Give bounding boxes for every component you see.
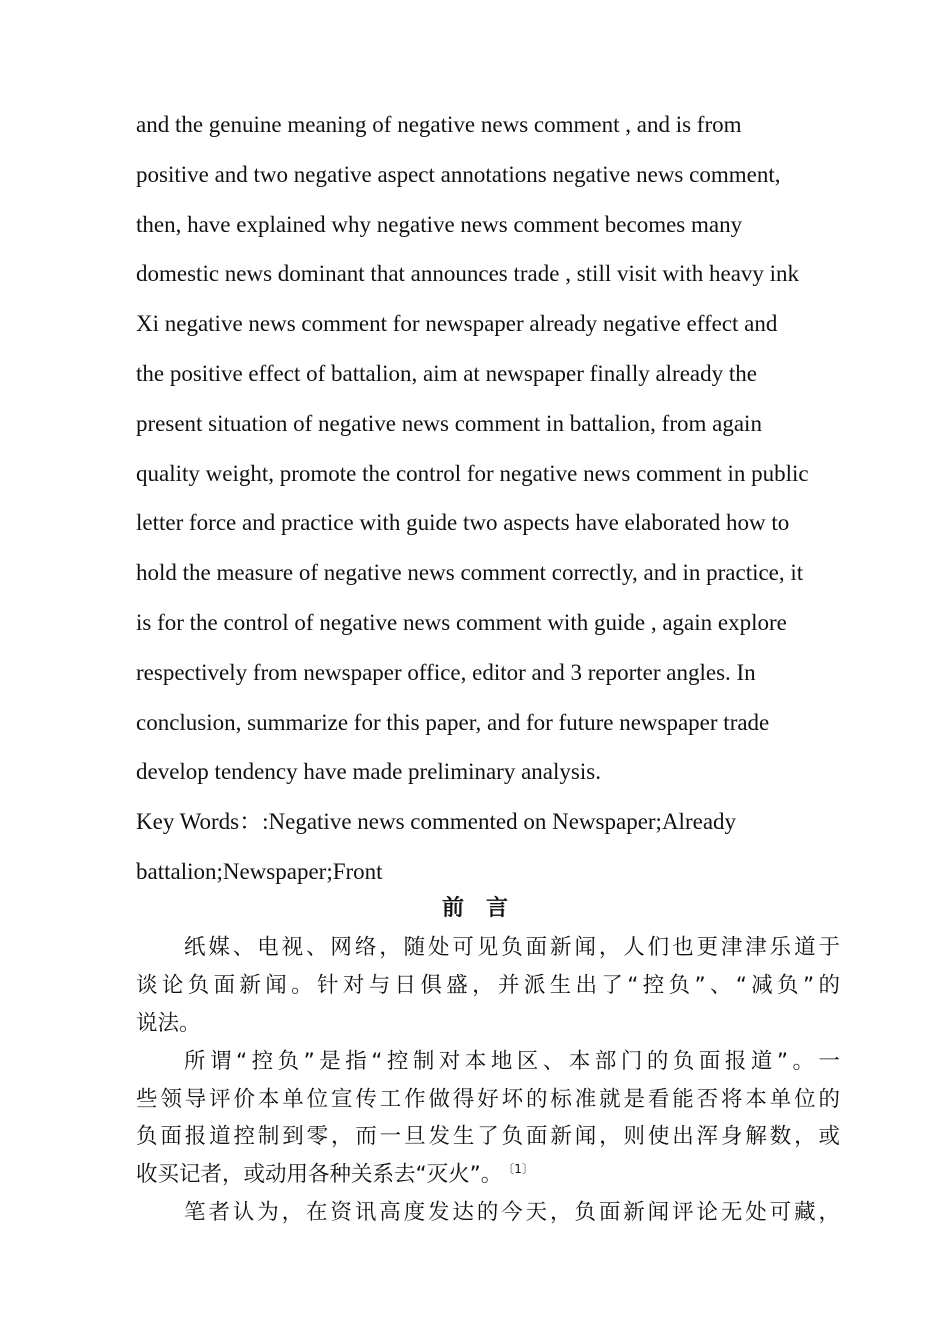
- paragraph-line: 说法。: [136, 1010, 201, 1036]
- paragraph-line-text: 收买记者，或动用各种关系去“灭火”。: [136, 1162, 503, 1188]
- abstract-line: letter force and practice with guide two aspects have elaborated how to: [136, 510, 790, 536]
- abstract-line: develop tendency have made preliminary analysis.: [136, 759, 601, 785]
- abstract-line: domestic news dominant that announces trade , still visit with heavy ink: [136, 261, 800, 287]
- abstract-line: positive and two negative aspect annotations negative news comment,: [136, 161, 781, 187]
- abstract-line: the positive effect of battalion, aim at newspaper finally already the: [136, 360, 757, 386]
- paragraph-line: 纸媒、电视、网络，随处可见负面新闻，人们也更津津乐道于: [184, 935, 840, 960]
- paragraph-line: 负面报道控制到零，而一旦发生了负面新闻，则使出浑身解数，或: [136, 1124, 840, 1150]
- citation-marker: 〔1〕: [508, 1162, 534, 1177]
- paragraph-line-with-citation: [136, 1156, 840, 1194]
- english-abstract: [136, 100, 856, 897]
- abstract-line: quality weight, promote the control for negative news comment in public: [136, 460, 809, 486]
- abstract-line: then, have explained why negative news comment becomes many: [136, 211, 743, 237]
- abstract-line: Xi negative news comment for newspaper already negative effect and: [136, 311, 778, 337]
- preface-heading-part2: 言: [486, 896, 509, 921]
- keywords-line: Key Words：:Negative news commented on Newspaper;Already: [136, 809, 737, 835]
- abstract-line: hold the measure of negative news comment correctly, and in practice, it: [136, 560, 804, 586]
- abstract-line: respectively from newspaper office, editor and 3 reporter angles. In: [136, 659, 756, 685]
- paragraph-line: 谈论负面新闻。针对与日俱盛，并派生出了“控负”、“减负”的: [136, 972, 840, 998]
- abstract-line: present situation of negative news comment in battalion, from again: [136, 410, 762, 436]
- paragraph-line: 些领导评价本单位宣传工作做得好坏的标准就是看能否将本单位的: [136, 1086, 840, 1112]
- keywords-line: battalion;Newspaper;Front: [136, 858, 383, 884]
- paragraph-line: 所谓“控负”是指“控制对本地区、本部门的负面报道”。一: [184, 1048, 840, 1074]
- paragraph-line: 笔者认为，在资讯高度发达的今天，负面新闻评论无处可藏，: [184, 1200, 840, 1226]
- preface-body: [136, 929, 840, 1232]
- preface-heading-part1: 前: [441, 896, 464, 921]
- preface-heading: [0, 893, 950, 925]
- abstract-line: conclusion, summarize for this paper, and for future newspaper trade: [136, 709, 770, 735]
- abstract-line: and the genuine meaning of negative news comment , and is from: [136, 112, 742, 137]
- abstract-line: is for the control of negative news comment with guide , again explore: [136, 609, 787, 635]
